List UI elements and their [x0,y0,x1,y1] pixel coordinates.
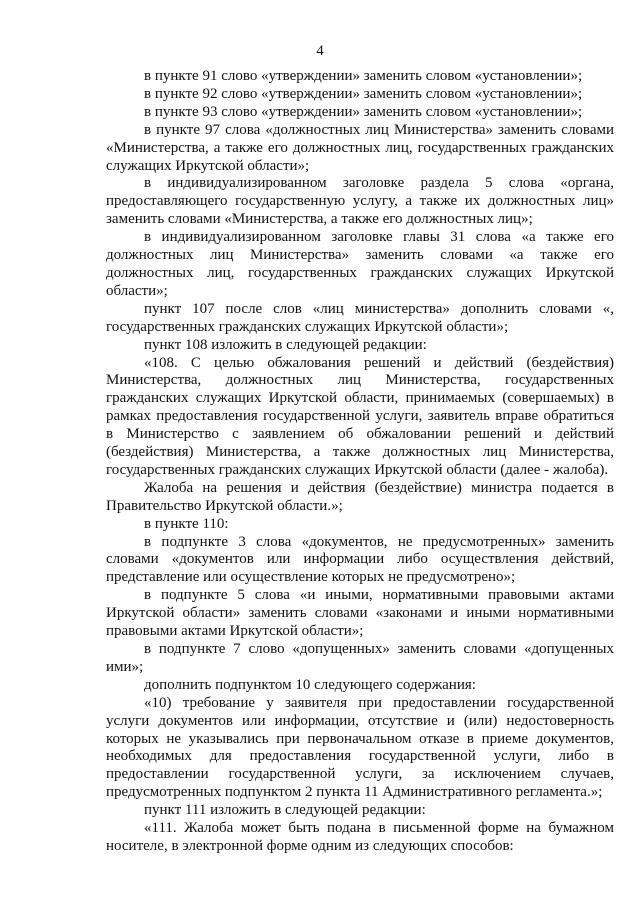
paragraph: в индивидуализированном заголовке раздела 5 слова «органа, предоставляющего государственную услугу, а также их должностных лиц» заменить словами «Министерства, а также его должностных лиц»; [106,175,614,228]
page-number: 4 [316,43,324,59]
paragraph: «108. С целью обжалования решений и действий (бездействия) Министерства, должностных лиц Министерства, государственных гражданских служащих Иркутской области, принимаемых (совершаемых) в рамках предоставления государственной услуги, заявитель вправе обратиться в Министерство с заявлением об обжаловании решений и действий (бездействия) Министерства, а также должностных лиц Министерства, государственных гражданских служащих Иркутской области (далее - жалоба). [106,354,614,478]
paragraph: в подпункте 7 слово «допущенных» заменить словами «допущенных ими»; [106,641,614,675]
paragraph: пункт 108 изложить в следующей редакции: [144,336,427,353]
paragraph: в пункте 97 слова «должностных лиц Министерства» заменить словами «Министерства, а также его должностных лиц, государственных гражданских служащих Иркутской области»; [106,121,614,174]
paragraph: в пункте 92 слово «утверждении» заменить словом «установлении»; [144,85,583,102]
paragraph: в пункте 91 слово «утверждении» заменить словом «установлении»; [144,68,583,84]
paragraph: пункт 111 изложить в следующей редакции: [144,802,426,819]
document-body [106,68,614,856]
paragraph: «111. Жалоба может быть подана в письменной форме на бумажном носителе, в электронной форме одним из следующих способов: [106,820,614,854]
paragraph: в пункте 93 слово «утверждении» заменить словом «установлении»; [144,103,583,120]
paragraph: в пункте 110: [144,515,229,532]
paragraph: в индивидуализированном заголовке главы 31 слова «а также его должностных лиц Министерства» заменить словами «а также его должностных лиц, государственных гражданских служащих Иркутской области»; [106,229,614,299]
paragraph: Жалоба на решения и действия (бездействие) министра подается в Правительство Иркутской области.»; [106,479,614,514]
paragraph: пункт 107 после слов «лиц министерства» дополнить словами «, государственных гражданских служащих Иркутской области»; [106,300,614,335]
paragraph: в подпункте 3 слова «документов, не предусмотренных» заменить словами «документов или информации либо осуществления действий, представление или осуществление которых не предусмотрено»; [106,533,614,586]
paragraph: дополнить подпунктом 10 следующего содержания: [144,676,476,693]
paragraph: в подпункте 5 слова «и иными, нормативными правовыми актами Иркутской области» заменить словами «законами и иными нормативными правовыми актами Иркутской области»; [106,587,614,640]
paragraph: «10) требование у заявителя при предоставлении государственной услуги документов или информации, отсутствие и (или) недостоверность которых не указывались при первоначальном отказе в приеме документов, необходимых для предоставления государственной услуги, либо в предоставлении государственной услуги, за исключением случаев, предусмотренных подпунктом 2 пункта 11 Административного регламента.»; [106,694,614,801]
